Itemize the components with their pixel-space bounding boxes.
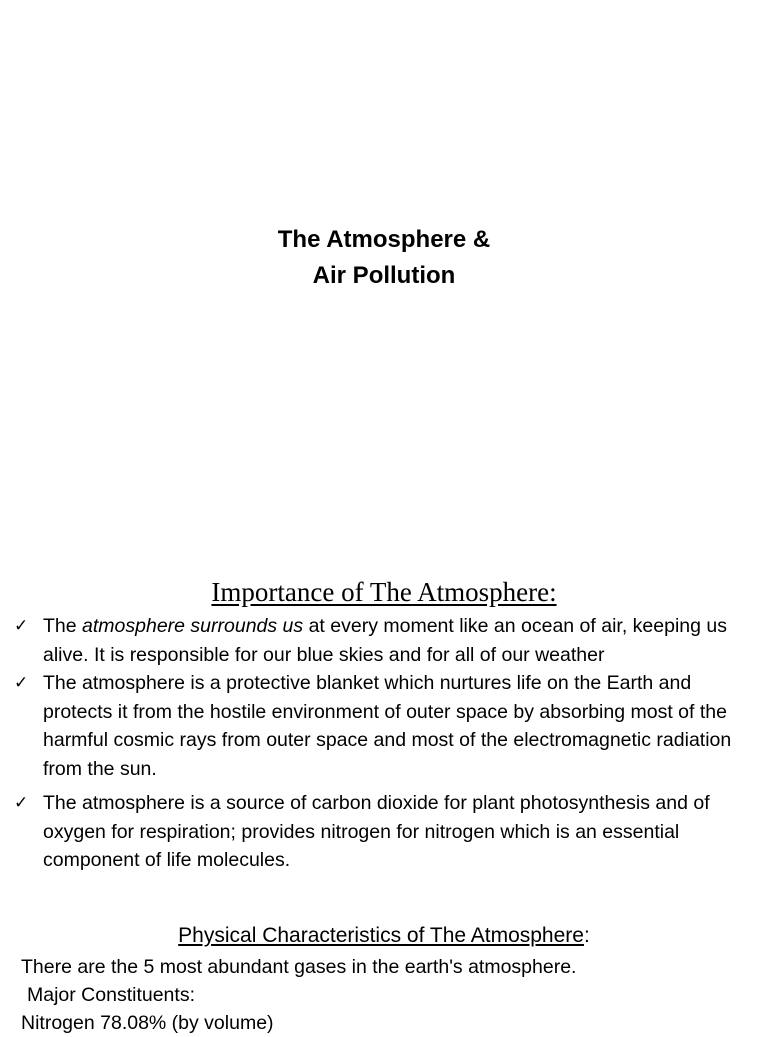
major-constituents-label: Major Constituents: xyxy=(27,984,195,1006)
nitrogen-line: Nitrogen 78.08% (by volume) xyxy=(21,1012,274,1034)
bullet-3-text: The atmosphere is a source of carbon dioxide for plant photosynthesis and of oxygen for respiration; provides nitrogen for nitrogen which is an essential component of life molecules. xyxy=(43,792,710,871)
bullet-item-protective-blanket xyxy=(14,669,762,783)
physical-characteristics-heading xyxy=(0,921,768,951)
checkmark-icon: ✓ xyxy=(14,616,29,636)
slide-title xyxy=(0,222,768,294)
checkmark-icon: ✓ xyxy=(14,673,29,693)
bullet-1-prefix: The xyxy=(43,615,83,637)
physical-heading-text: Physical Characteristics of The Atmosphere xyxy=(178,924,584,947)
bullet-2-text: The atmosphere is a protective blanket which nurtures life on the Earth and protects it from the hostile environment of outer space by absorbing most of the harmful cosmic rays from outer space and most of the electromagnetic radiation from the sun. xyxy=(43,672,732,780)
title-line-2: Air Pollution xyxy=(312,262,456,289)
checkmark-icon: ✓ xyxy=(14,793,29,813)
physical-heading-colon: : xyxy=(583,924,590,947)
title-line-1: The Atmosphere & xyxy=(277,226,491,253)
bullet-1-emphasis: atmosphere surrounds us xyxy=(82,615,304,637)
bullet-item-surrounds xyxy=(14,612,762,669)
bullet-item-gas-source xyxy=(14,789,762,875)
gases-intro-text: There are the 5 most abundant gases in the earth's atmosphere. xyxy=(21,956,577,978)
importance-heading: Importance of The Atmosphere: xyxy=(211,577,557,607)
importance-bullet-list xyxy=(14,612,762,875)
bullet-1-suffix: at every moment like an ocean of air, keeping us alive. It is responsible for our blue skies and for all of our weather xyxy=(43,615,727,666)
